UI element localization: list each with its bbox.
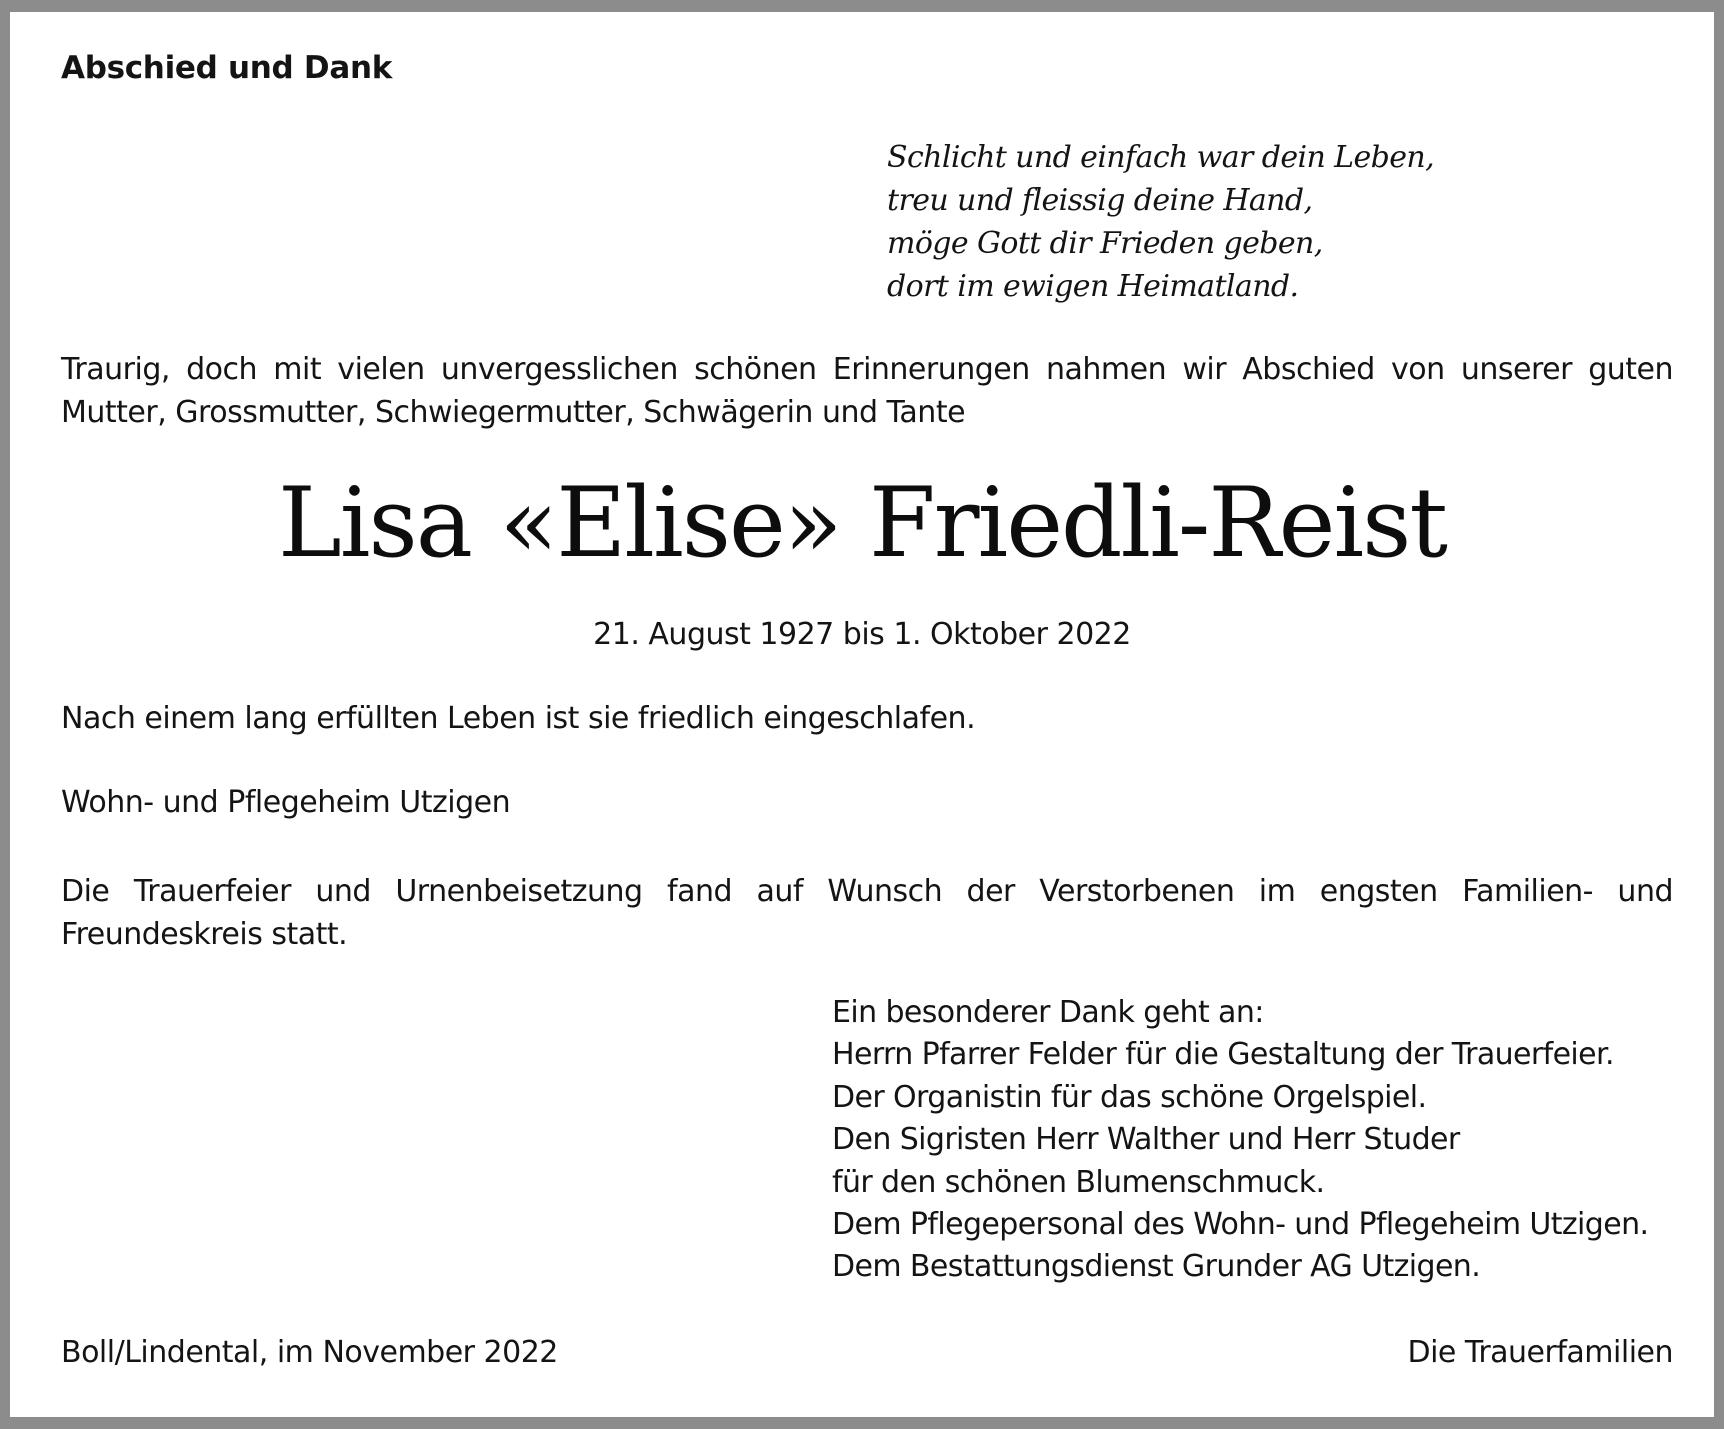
care-home: Wohn- und Pflegeheim Utzigen xyxy=(61,785,511,820)
thanks-line: für den schönen Blumenschmuck. xyxy=(832,1164,1325,1200)
poem-line: möge Gott dir Frieden geben, xyxy=(887,226,1323,261)
thanks-line: Herrn Pfarrer Felder für die Gestaltung der Trauerfeier. xyxy=(832,1037,1614,1073)
poem xyxy=(887,136,1434,308)
poem-line: treu und fleissig deine Hand, xyxy=(887,183,1313,218)
life-dates: 21. August 1927 bis 1. Oktober 2022 xyxy=(593,617,1131,652)
thanks-line: Dem Bestattungsdienst Grunder AG Utzigen. xyxy=(832,1249,1481,1285)
peaceful-statement: Nach einem lang erfüllten Leben ist sie friedlich eingeschlafen. xyxy=(61,701,976,736)
thanks-line: Der Organistin für das schöne Orgelspiel. xyxy=(832,1079,1427,1115)
obituary-page xyxy=(10,12,1714,1417)
place-date: Boll/Lindental, im November 2022 xyxy=(61,1335,558,1370)
thanks-line: Dem Pflegepersonal des Wohn- und Pflegeheim Utzigen. xyxy=(832,1207,1649,1243)
thanks-line: Den Sigristen Herr Walther und Herr Studer xyxy=(832,1122,1460,1158)
heading: Abschied und Dank xyxy=(61,50,393,86)
poem-line: dort im ewigen Heimatland. xyxy=(887,269,1299,304)
thanks-block xyxy=(832,992,1648,1289)
deceased-name: Lisa «Elise» Friedli-Reist xyxy=(278,467,1446,579)
poem-line: Schlicht und einfach war dein Leben, xyxy=(887,140,1435,175)
intro-paragraph: Traurig, doch mit vielen unvergesslichen schönen Erinnerungen nahmen wir Abschied von unserer guten Mutter, Grossmutter, Schwiegermutter, Schwägerin und Tante xyxy=(61,352,1673,430)
signature: Die Trauerfamilien xyxy=(1407,1335,1673,1370)
thanks-line: Ein besonderer Dank geht an: xyxy=(832,995,1264,1030)
ceremony-paragraph: Die Trauerfeier und Urnenbeisetzung fand auf Wunsch der Verstorbenen im engsten Familien- und Freundeskreis statt. xyxy=(61,874,1673,952)
